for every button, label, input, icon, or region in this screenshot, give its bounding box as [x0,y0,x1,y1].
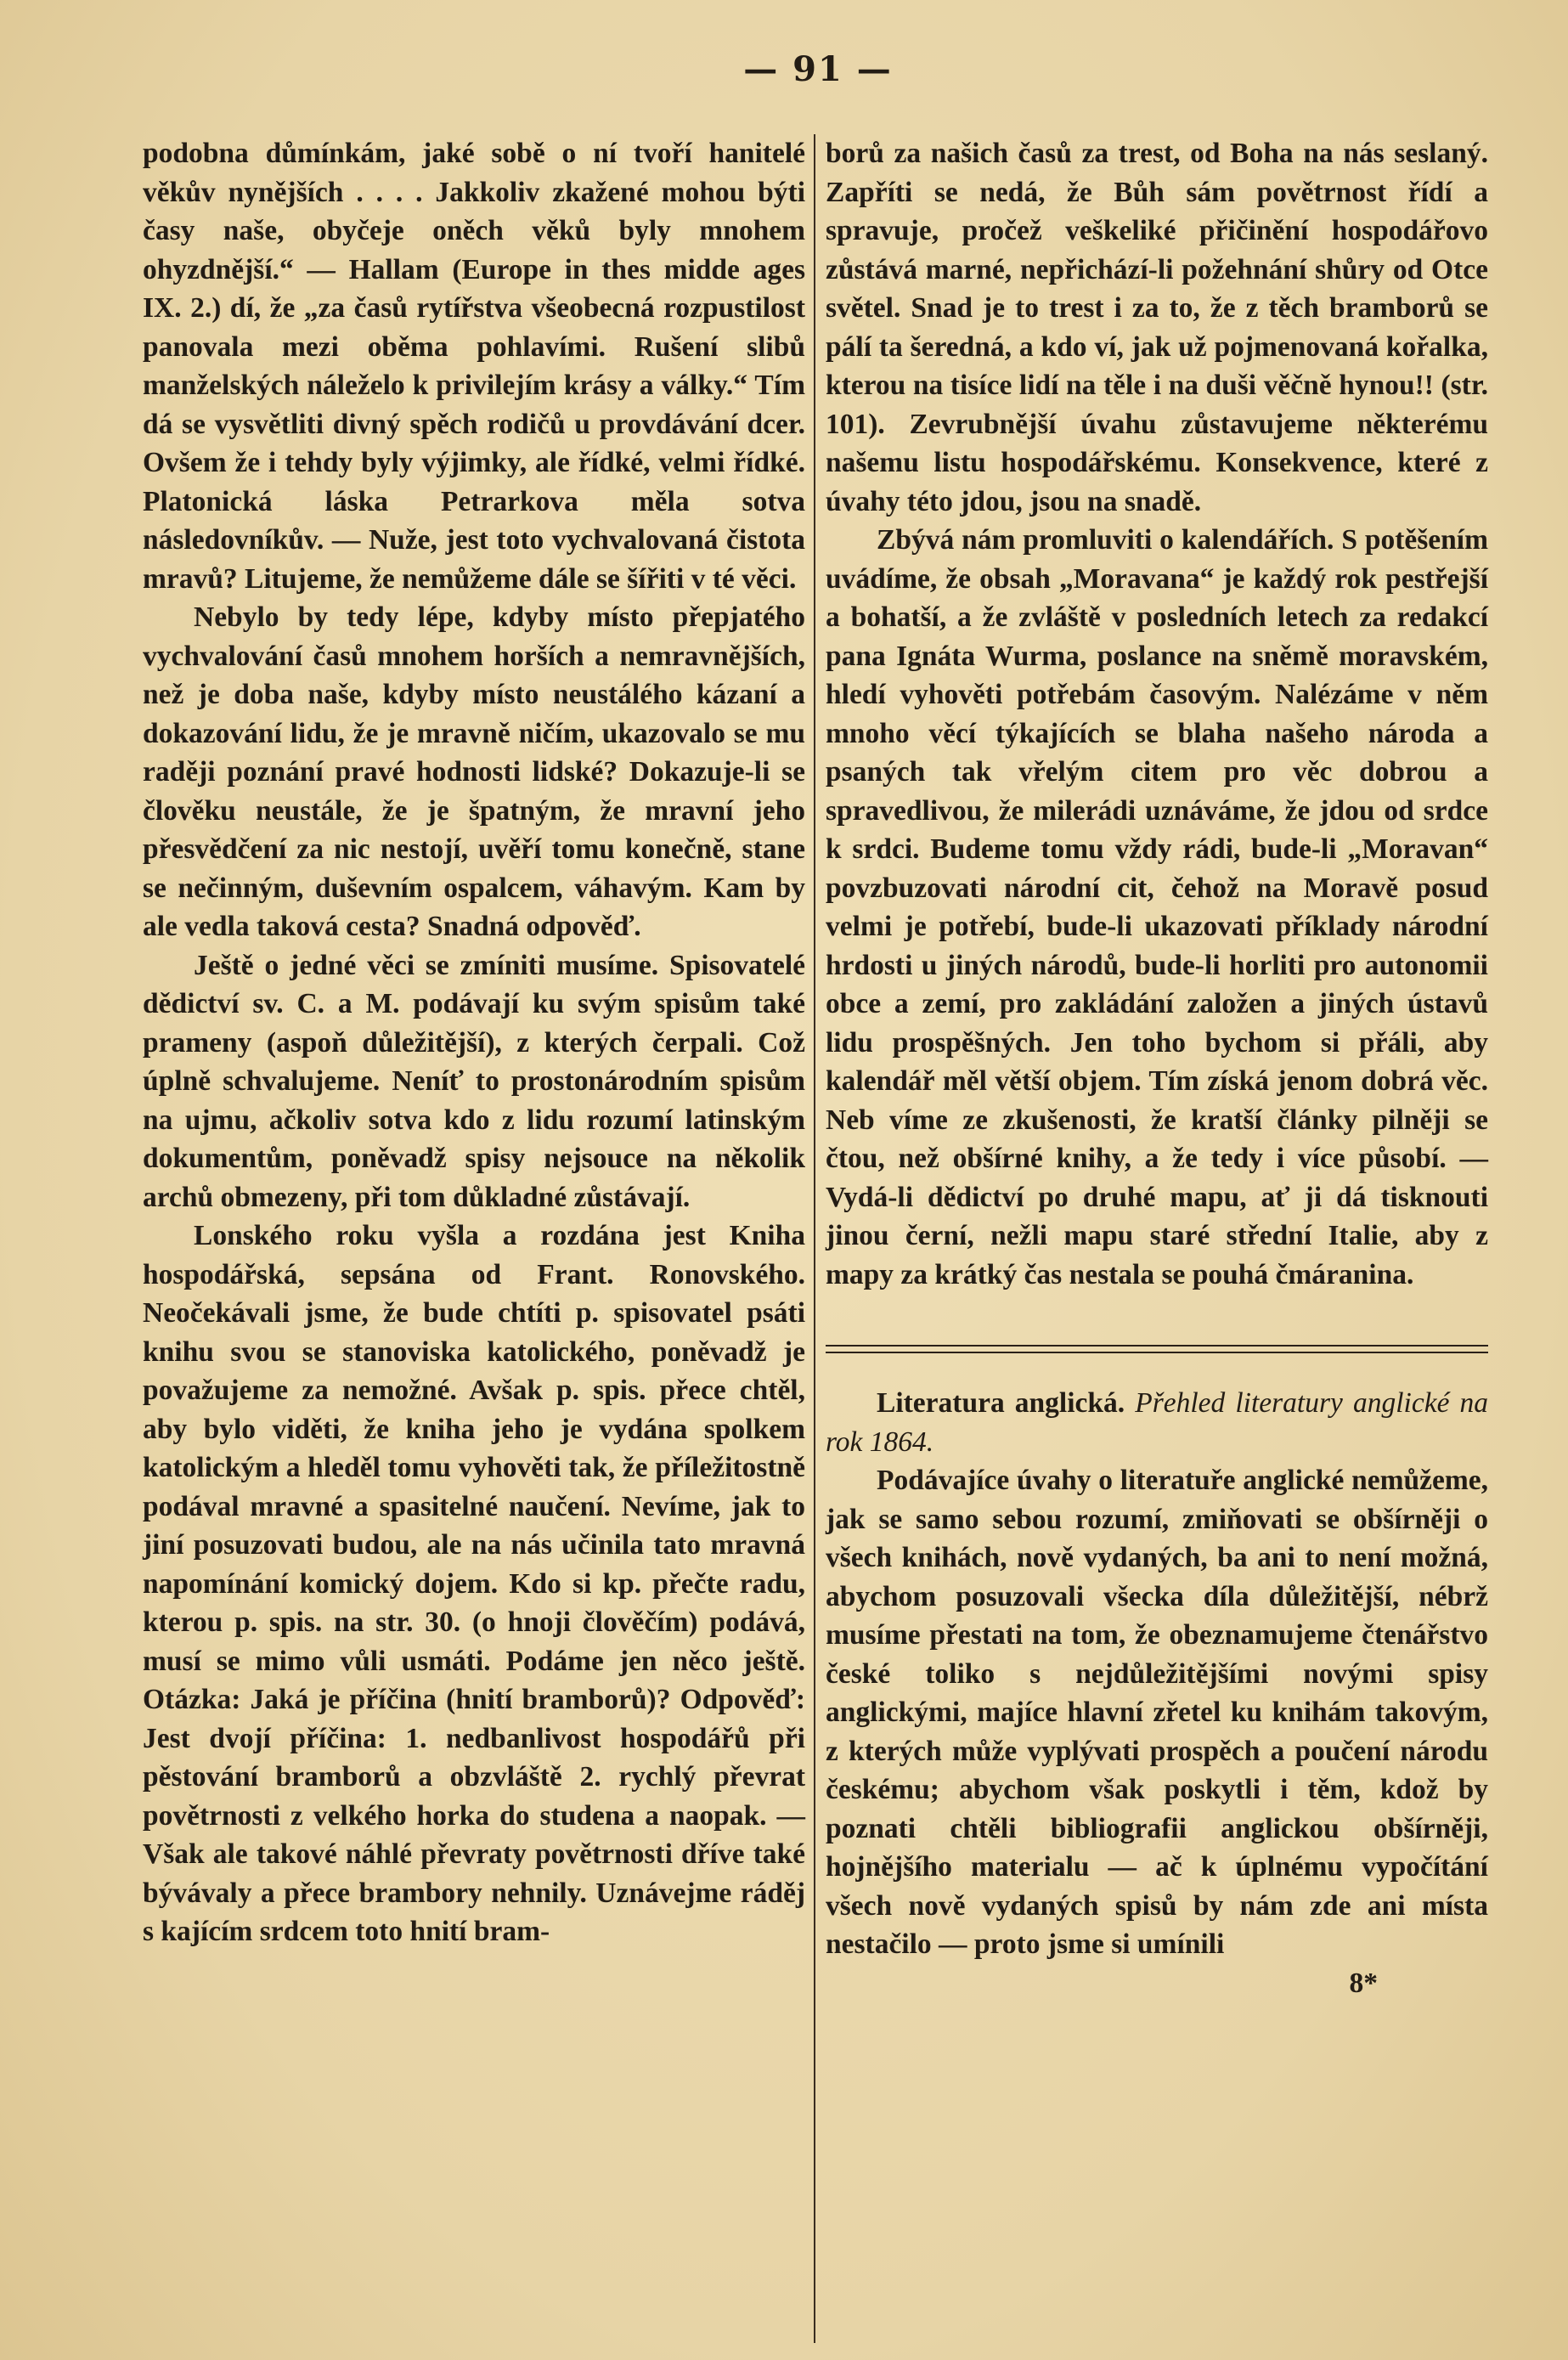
page-number: — 91 — [743,49,893,89]
left-paragraph-3: Ještě o jedné věci se zmíniti musíme. Spisovatelé dědictví sv. C. a M. podávají ku svým spisům také prameny (aspoň důležitější), z kterých čerpali. Což úplně schvalujeme. Neníť to prostonárodním spisům na ujmu, ačkoliv sotva kdo z lidu rozumí latinským dokumentům, poněvadž spisy nejsouce na několik archů obmezeny, při tom důkladné zůstávají. [143,949,805,1213]
right-paragraph-1: borů za našich časů za trest, od Boha na nás seslaný. Zapříti se nedá, že Bůh sám povětrnost řídí a spravuje, pročež veškeliké přičinění hospodářovo zůstává marné, nepřichází-li požehnání shůry od Otce světel. Snad je to trest i za to, že z těch bramborů se pálí ta šeredná, a kdo ví, jak už pojmenovaná kořalka, kterou na tisíce lidí na těle i na duši věčně hynou!! (str. 101). Zevrubnější úvahu zůstavujeme některému našemu listu hospodářskému. Konsekvence, které z úvahy této jdou, jsou na snadě. [826,138,1488,517]
signature-mark: 8* [1349,1967,1378,1999]
right-paragraph-2: Zbývá nám promluviti o kalendářích. S potěšením uvádíme, že obsah „Moravana“ je každý rok pestřejší a bohatší, a že zvláště v posledních letech za redakcí pana Ignáta Wurma, poslance na sněmě moravském, hledí vyhověti potřebám časovým. Nalézáme v něm mnoho věcí týkajících se blaha našeho národa a psaných tak vřelým citem pro věc dobrou a spravedlivou, že milerádi uznáváme, že jdou od srdce k srdci. Budeme tomu vždy rádi, bude-li „Moravan“ povzbuzovati národní cit, čehož na Moravě posud velmi je potřebí, bude-li ukazovati příklady národní hrdosti u jiných národů, bude-li horliti pro autonomii obce a zemí, pro zakládání založen a jiných ústavů lidu prospěšných. Jen toho bychom si přáli, aby kalendář měl větší objem. Tím získá jenom dobrá věc. Neb víme ze zkušenosti, že kratší články pilněji se čtou, než obšírné knihy, a že tedy i více působí. — Vydá-li dědictví po druhé mapu, ať ji dá tisknouti jinou černí, nežli mapu staré střední Italie, aby z mapy za krátký čas nestala se pouhá čmáranina. [826,524,1488,1290]
right-column [826,134,1488,2002]
left-paragraph-4: Lonského roku vyšla a rozdána jest Kniha hospodářská, sepsána od Frant. Ronovského. Neočekávali jsme, že bude chtíti p. spisovatel psáti knihu svou se stanoviska katolického, poněvadž je považujeme za nemožné. Avšak p. spis. přece chtěl, aby bylo viděti, že kniha jeho je vydána spolkem katolickým a hleděl tomu vyhověti tak, že příležitostně podával mravné a spasitelné naučení. Nevíme, jak to jiní posuzovati budou, ale na nás učinila tato mravná napomínání komický dojem. Kdo si kp. přečte radu, kterou p. spis. na str. 30. (o hnoji člověčím) podává, musí se mimo vůli usmáti. Podáme jen něco ještě. Otázka: Jaká je příčina (hnití bramborů)? Odpověď: Jest dvojí příčina: 1. nedbanlivost hospodářů při pěstování bramborů a obzvláště 2. rychlý převrat povětrnosti z velkého horka do studena a naopak. — Však ale takové náhlé převraty povětrnosti dříve také bývávaly a přece brambory nehnily. Uznávejme ráděj s kajícím srdcem toto hnití bram- [143,1220,805,1947]
left-paragraph-1: podobna důmínkám, jaké sobě o ní tvoří hanitelé věkův nynějších . . . . Jakkoliv zkažené mohou býti časy naše, obyčeje oněch věků byly mnohem ohyzdnější.“ — Hallam (Europe in thes midde ages IX. 2.) dí, že „za časů rytířstva všeobecná rozpustilost panovala mezi oběma pohlavími. Rušení slibů manželských náleželo k privilejím krásy a války.“ Tím dá se vysvětliti divný spěch rodičů u provdávání dcer. Ovšem že i tehdy byly výjimky, ale řídké, velmi řídké. Platonická láska Petrarkova měla sotva následovníkův. — Nuže, jest toto vychvalovaná čistota mravů? Litujeme, že nemůžeme dále se šířiti v té věci. [143,138,805,595]
section-heading [826,1384,1488,1461]
right-paragraph-3: Podávajíce úvahy o literatuře anglické nemůžeme, jak se samo sebou rozumí, zmiňovati se obšírněji o všech knihách, nově vydaných, ba ani to není možná, abychom posuzovali všecka díla důležitější, nébrž musíme přestati na tom, že obeznamujeme čtenářstvo české toliko s nejdůležitějšími novými spisy anglickými, majíce hlavní zřetel ku knihám takovým, z kterých může vyplývati prospěch a poučení národu českému; abychom však poskytli i těm, kdož by poznati chtěli bibliografii anglickou obšírněji, hojnějšího materialu — ač k úplnému vypočítání všech nově vydaných spisů by nám zde ani místa nestačilo — proto jsme si umínili [826,1465,1488,1960]
section-separator [826,1345,1488,1353]
column-divider [814,134,815,2343]
section-title: Literatura anglická. [877,1387,1125,1419]
section-subtitle: Přehled literatury anglické na rok 1864. [826,1387,1489,1458]
left-paragraph-2: Nebylo by tedy lépe, kdyby místo přepjatého vychvalování časů mnohem horších a nemravnějších, než je doba naše, kdyby místo neustálého kázaní a dokazování lidu, že je mravně ničím, ukazovalo se mu raději poznání pravé hodnosti lidské? Dokazuje-li se člověku neustále, že je špatným, že mravní jeho přesvědčení za nic nestojí, uvěří tomu konečně, stane se nečinným, duševním ospalcem, váhavým. Kam by ale vedla taková cesta? Snadná odpověď. [143,601,805,942]
left-column [143,134,805,1951]
